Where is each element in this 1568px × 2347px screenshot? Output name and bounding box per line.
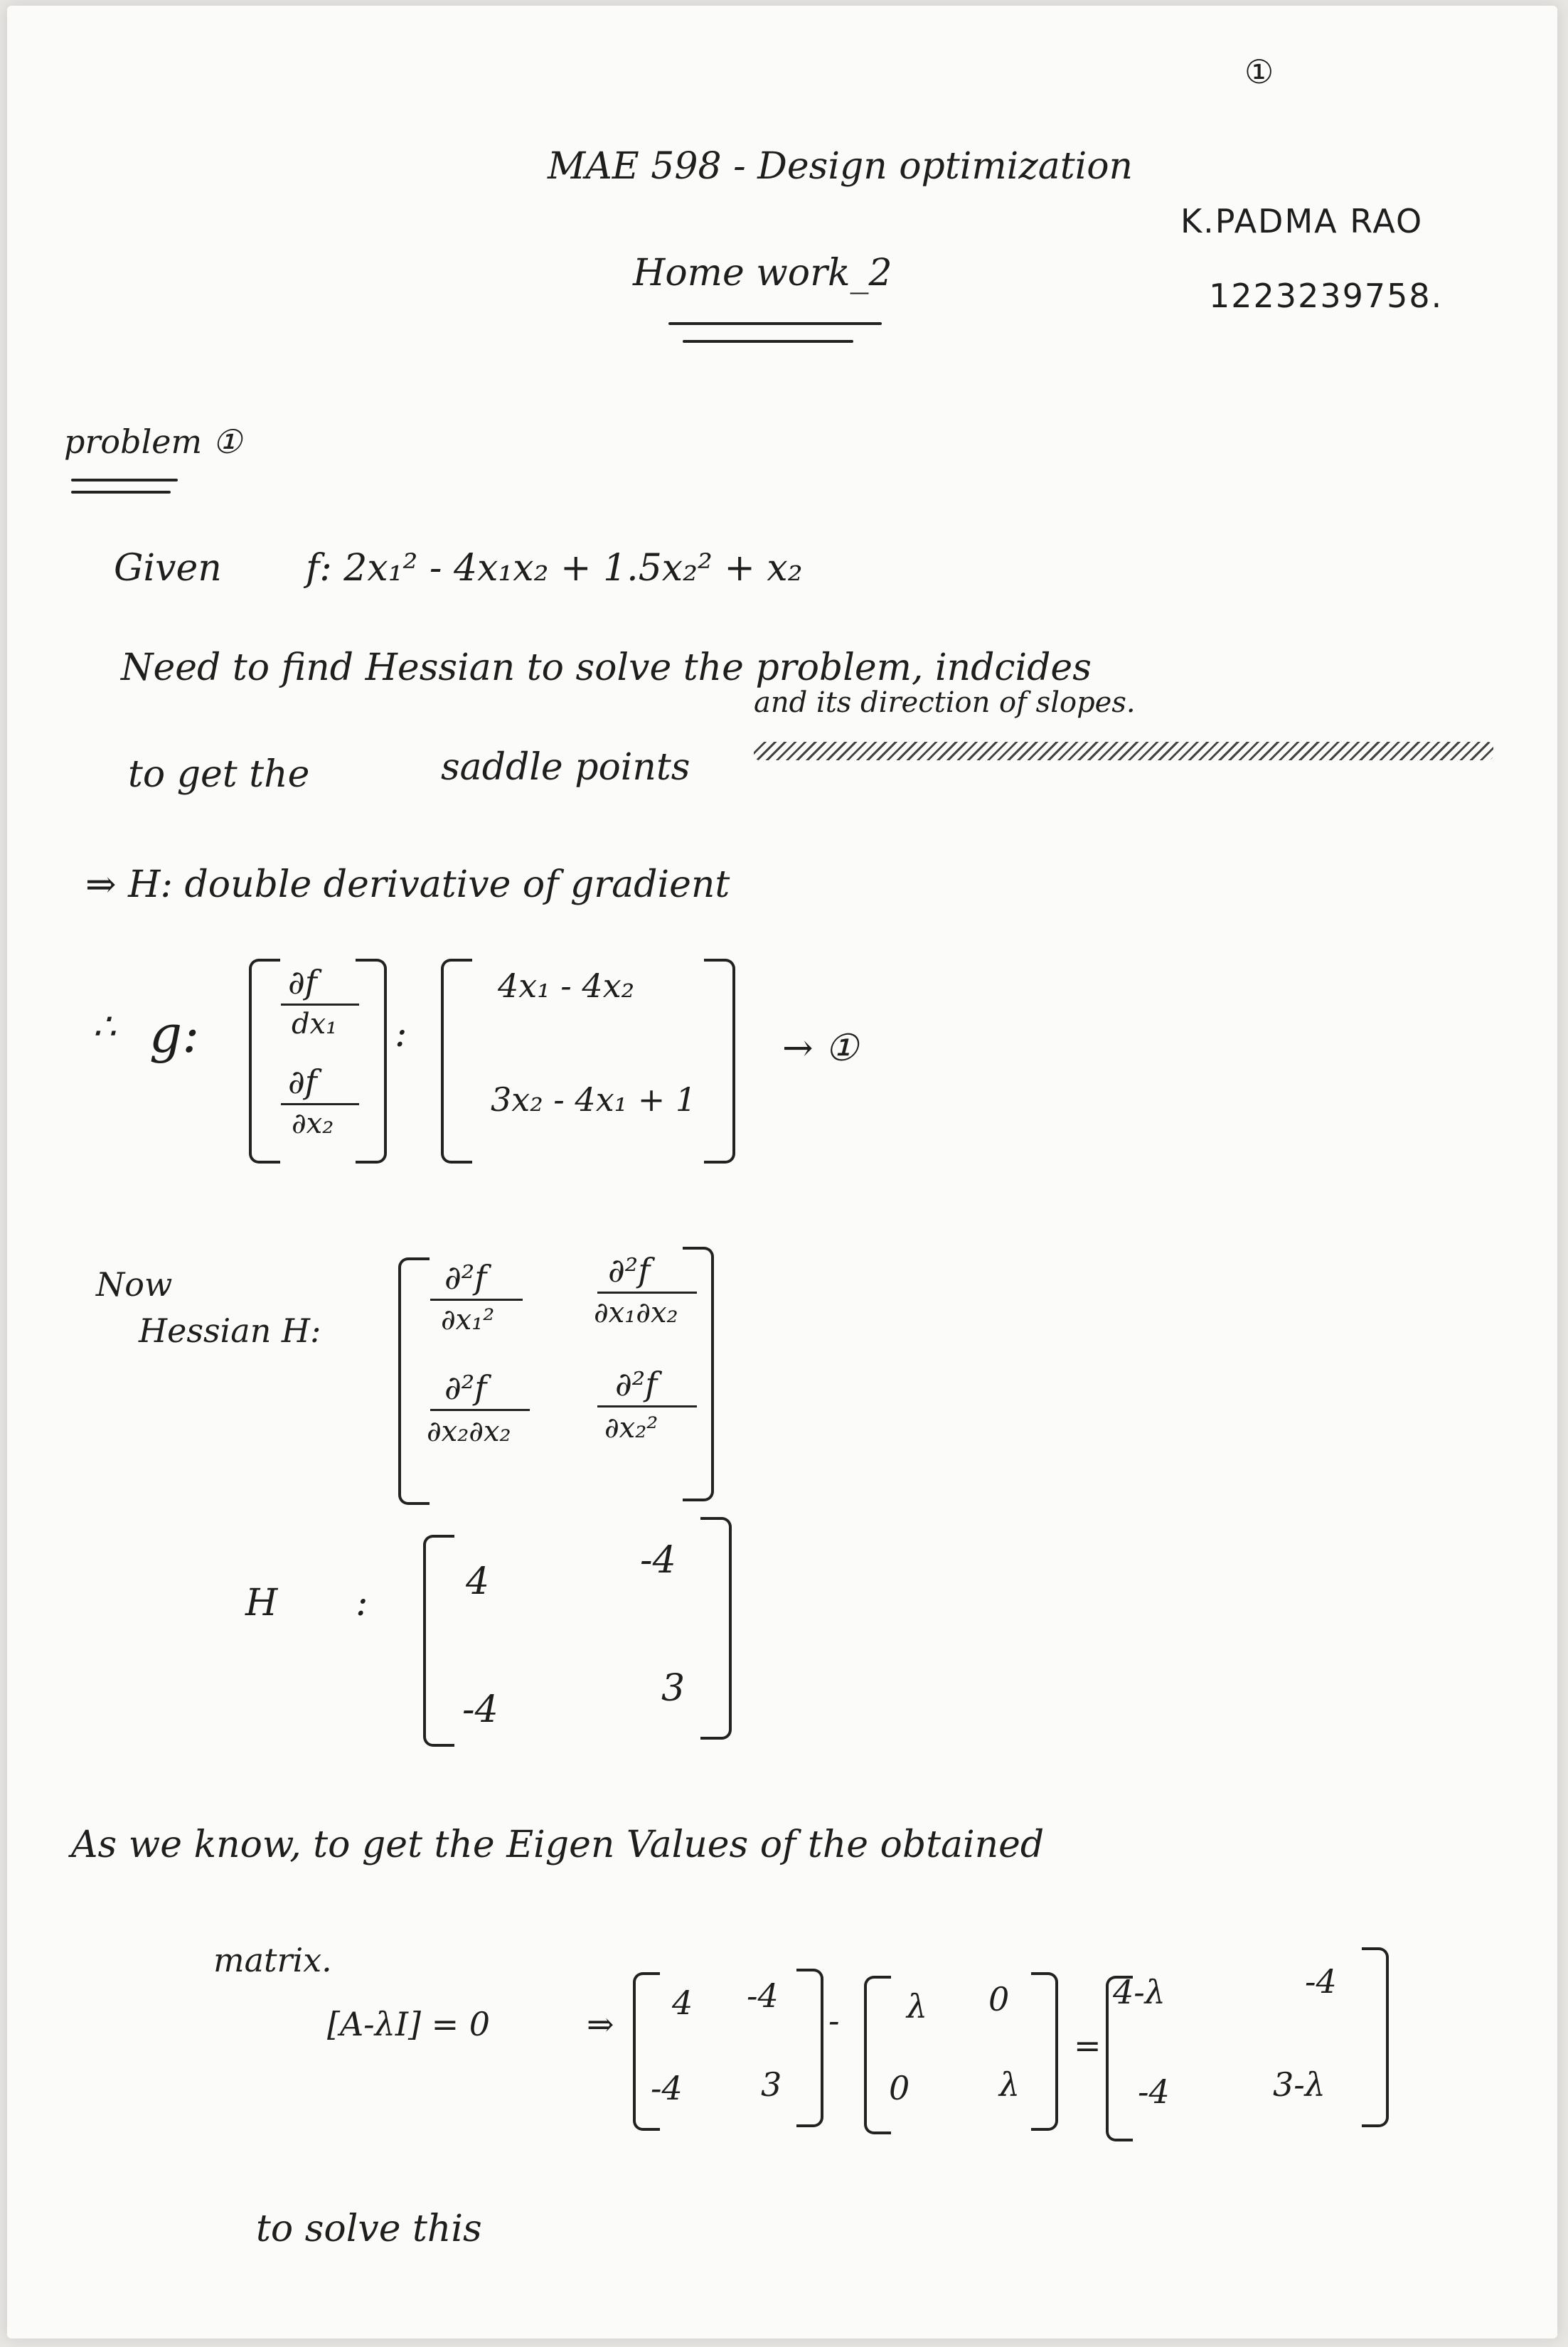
- hessian-definition: ⇒ H: double derivative of gradient: [85, 863, 730, 906]
- eigen-lambda-bracket-open: [864, 1976, 891, 2134]
- h-a11: 4: [466, 1560, 490, 1603]
- grad-d2-denominator: ∂x₂: [292, 1107, 334, 1140]
- title-underline-2: [683, 340, 853, 343]
- eigen-a12: -4: [747, 1976, 779, 2015]
- problem-label: problem ①: [64, 422, 242, 461]
- h21-bar: [430, 1409, 530, 1411]
- statement-insert: and its direction of slopes.: [754, 686, 1136, 719]
- h22-numerator: ∂²f: [615, 1365, 658, 1403]
- h12-bar: [597, 1292, 697, 1294]
- gradient-left-bracket-close: [356, 959, 387, 1164]
- course-title: MAE 598 - Design optimization: [548, 145, 1134, 188]
- implies-arrow: ⇒: [587, 2005, 614, 2043]
- eigen-lam21: 0: [889, 2069, 910, 2107]
- h-a12: -4: [640, 1539, 676, 1582]
- h21-denominator: ∂x₂∂x₂: [427, 1415, 511, 1448]
- statement-line-2-start: to get the: [128, 753, 310, 796]
- h12-numerator: ∂²f: [608, 1251, 651, 1289]
- eigen-intro: As we know, to get the Eigen Values of the obtained: [71, 1824, 1045, 1866]
- hessian-num-bracket-close: [700, 1517, 732, 1740]
- eigen-r11: 4-λ: [1113, 1973, 1166, 2011]
- problem-underline-1: [71, 479, 178, 481]
- closing-line: to solve this: [256, 2208, 482, 2250]
- eigen-equals: =: [1074, 2026, 1102, 2065]
- gradient-row-2: 3x₂ - 4x₁ + 1: [491, 1080, 697, 1119]
- eigen-lam22: λ: [999, 2065, 1020, 2104]
- eigen-a21: -4: [651, 2069, 683, 2107]
- h22-denominator: ∂x₂²: [604, 1412, 658, 1444]
- hessian-numeric-equals: :: [356, 1582, 368, 1624]
- h11-denominator: ∂x₁²: [441, 1304, 495, 1336]
- grad-d1-denominator: dx₁: [292, 1008, 338, 1041]
- grad-d2-numerator: ∂f: [288, 1063, 317, 1101]
- eigen-r12: -4: [1305, 1962, 1337, 2001]
- therefore-symbol: ∴: [92, 1006, 117, 1048]
- gradient-right-bracket-close: [704, 959, 735, 1164]
- notebook-page: [7, 6, 1557, 2338]
- eigen-a22: 3: [761, 2065, 782, 2104]
- eigen-lam11: λ: [907, 1987, 928, 2026]
- hessian-sym-bracket-close: [683, 1247, 714, 1501]
- eigen-matrix-word: matrix.: [213, 1941, 332, 1979]
- student-name: K.PADMA RAO: [1180, 202, 1424, 240]
- characteristic-equation: [A-λI] = 0: [327, 2005, 491, 2043]
- hessian-label: Hessian H:: [139, 1311, 321, 1350]
- equation-ref: → ①: [782, 1027, 858, 1070]
- hessian-sym-bracket-open: [398, 1257, 430, 1505]
- now-label: Now: [96, 1265, 173, 1304]
- statement-line-2-end: saddle points: [441, 746, 690, 789]
- h-a22: 3: [661, 1667, 686, 1710]
- given-label: Given: [114, 547, 222, 590]
- grad-d2-bar: [281, 1103, 359, 1105]
- h22-bar: [597, 1405, 697, 1407]
- gradient-symbol: g:: [149, 1004, 200, 1064]
- eigen-r22: 3-λ: [1273, 2065, 1326, 2104]
- gradient-left-bracket-open: [249, 959, 280, 1164]
- assignment-title: Home work_2: [633, 252, 892, 294]
- h-a21: -4: [462, 1688, 498, 1731]
- gradient-equals: :: [395, 1013, 407, 1055]
- eigen-minus: -: [828, 2001, 840, 2040]
- grad-d1-bar: [281, 1004, 359, 1006]
- title-underline-1: [668, 322, 882, 325]
- gradient-row-1: 4x₁ - 4x₂: [498, 967, 635, 1005]
- h11-numerator: ∂²f: [444, 1258, 487, 1297]
- h11-bar: [430, 1299, 523, 1301]
- page-number: ①: [1244, 53, 1274, 91]
- given-function: f: 2x₁² - 4x₁x₂ + 1.5x₂² + x₂: [306, 547, 803, 590]
- statement-line-1: Need to find Hessian to solve the problem, indcides: [121, 646, 1092, 689]
- eigen-a-bracket-close: [796, 1969, 823, 2127]
- h12-denominator: ∂x₁∂x₂: [594, 1297, 678, 1329]
- eigen-result-bracket-close: [1362, 1947, 1389, 2127]
- eigen-lam12: 0: [988, 1980, 1010, 2018]
- hessian-num-bracket-open: [423, 1535, 454, 1747]
- grad-d1-numerator: ∂f: [288, 963, 317, 1001]
- eigen-a11: 4: [672, 1984, 693, 2022]
- eigen-lambda-bracket-close: [1031, 1972, 1058, 2131]
- problem-underline-2: [71, 491, 171, 494]
- gradient-right-bracket-open: [441, 959, 472, 1164]
- hessian-numeric-symbol: H: [245, 1582, 278, 1624]
- student-id: 1223239758.: [1209, 277, 1444, 315]
- crossed-out-text: [754, 742, 1493, 760]
- eigen-r21: -4: [1138, 2072, 1170, 2111]
- h21-numerator: ∂²f: [444, 1368, 487, 1407]
